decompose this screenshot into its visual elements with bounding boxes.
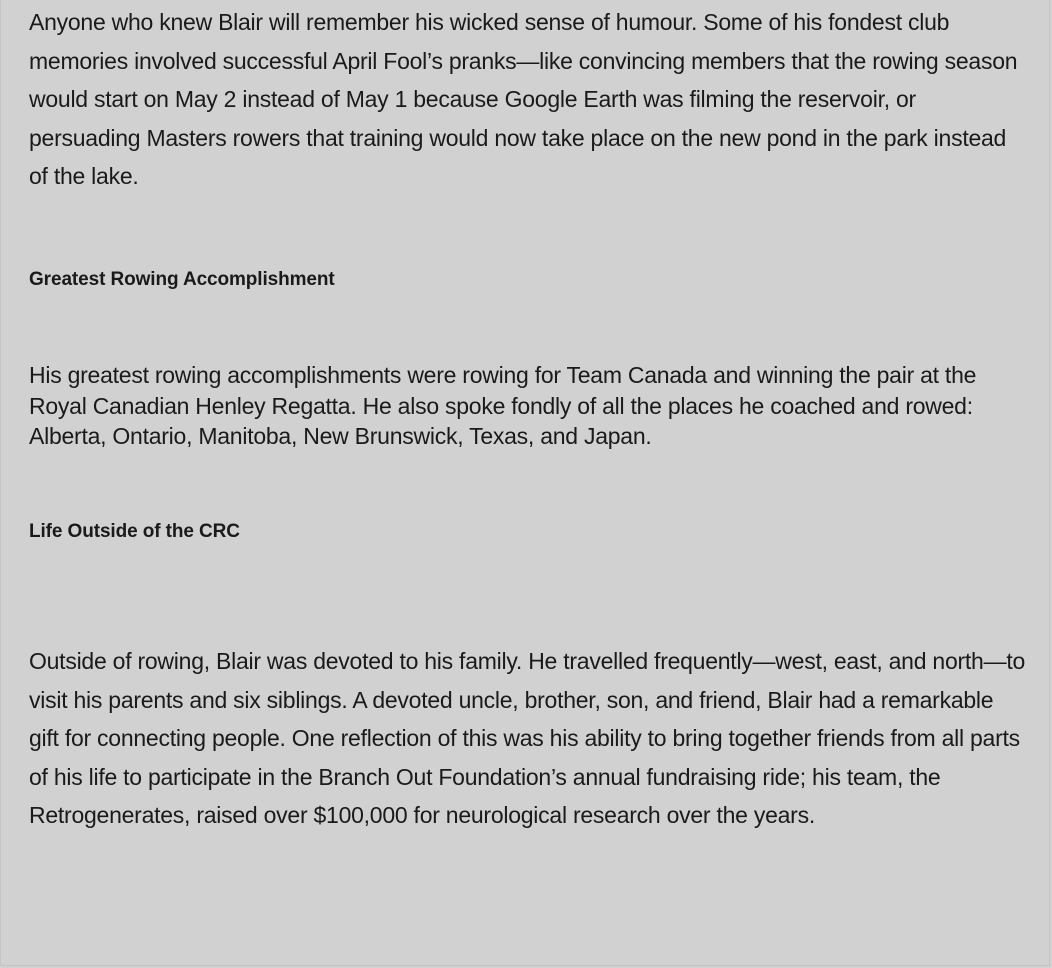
section-body-rowing-accomplishment: His greatest rowing accomplishments were rowing for Team Canada and winning the pair at the Royal Canadian Henley Regatta. He also spoke fondly of all the places he coached and rowed: Alberta, Ontario, Manitoba, New Brunswick, Texas, and Japan. [29,362,977,449]
intro-paragraph: Anyone who knew Blair will remember his wicked sense of humour. Some of his fondest club memories involved successful April Fool’s pranks—like convincing members that the rowing season would start on May 2 instead of May 1 because Google Earth was filming the reservoir, or persuading Masters rowers that training would now take place on the new pond in the park instead of the lake. [29,9,1018,189]
section-heading-life-outside-crc: Life Outside of the CRC [29,521,240,542]
section-heading-rowing-accomplishment: Greatest Rowing Accomplishment [29,269,335,290]
section-body-life-outside-crc: Outside of rowing, Blair was devoted to his family. He travelled frequently—west, east, and north—to visit his parents and six siblings. A devoted uncle, brother, son, and friend, Blair had a remarkable gift for connecting people. One reflection of this was his ability to bring together friends from all parts of his life to participate in the Branch Out Foundation’s annual fundraising ride; his team, the Retrogenerates, raised over $100,000 for neurological research over the years. [29,648,1026,828]
